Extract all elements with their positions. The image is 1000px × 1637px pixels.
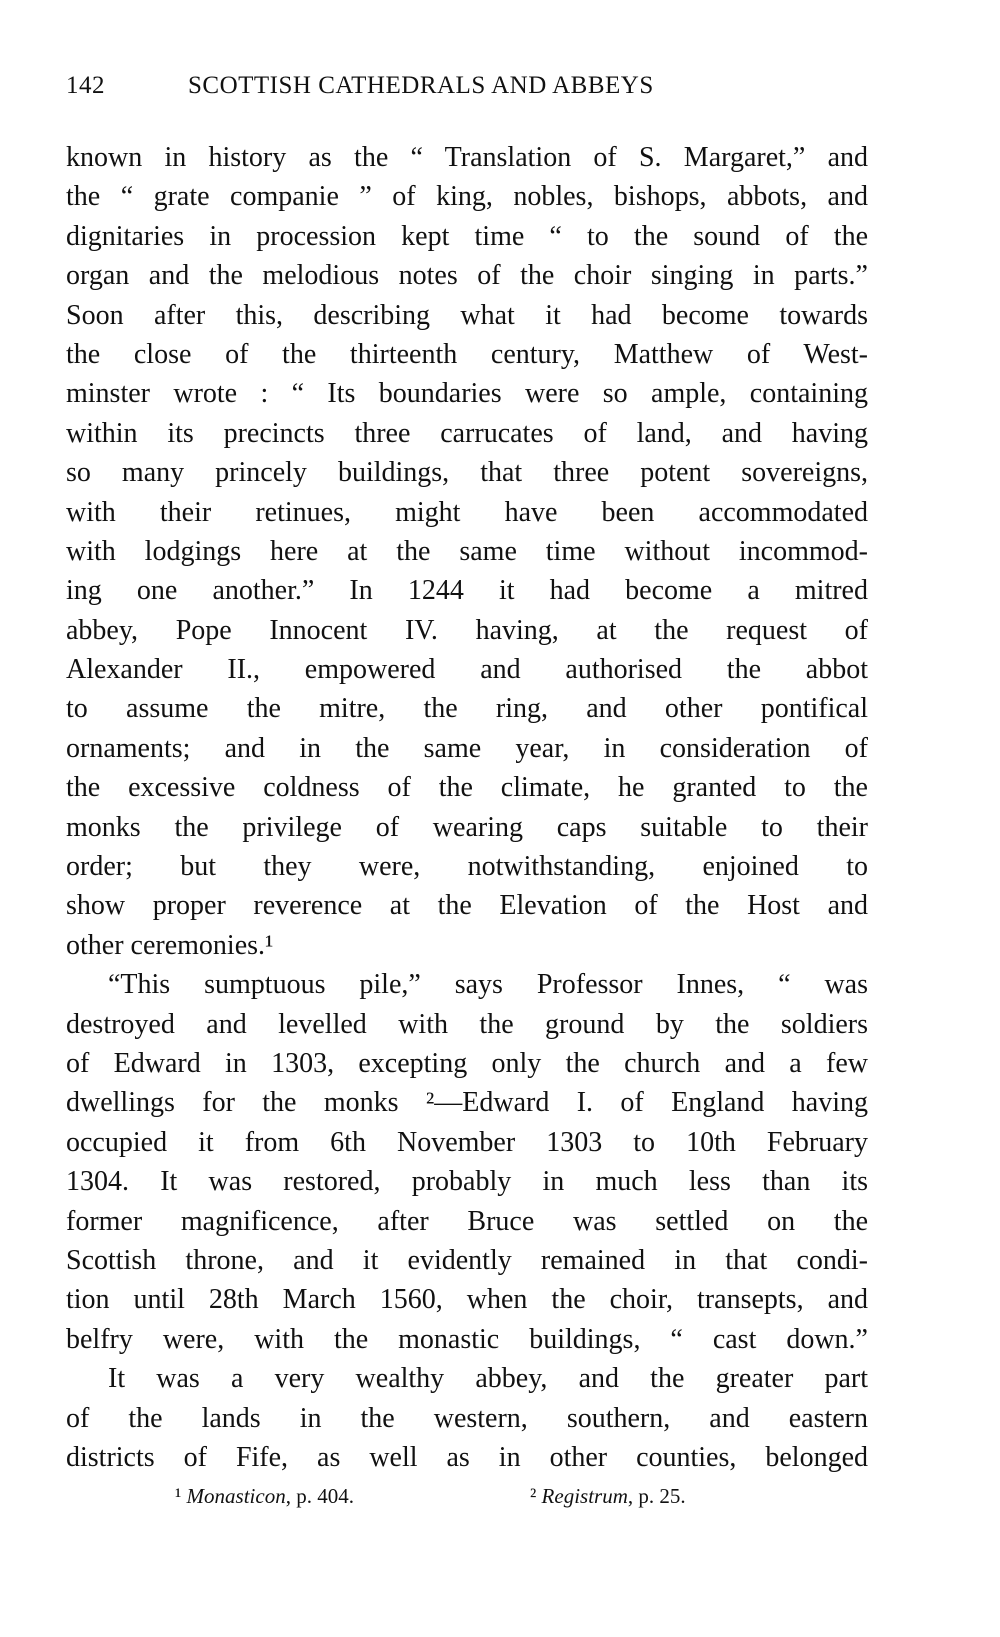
text-line: districts of Fife, as well as in other counties, belonged bbox=[66, 1441, 868, 1473]
text-line: other ceremonies.¹ bbox=[66, 929, 274, 961]
text-line: the “ grate companie ” of king, nobles, bishops, abbots, and bbox=[66, 181, 868, 213]
text-line: of the lands in the western, southern, and eastern bbox=[66, 1402, 868, 1434]
running-title: SCOTTISH CATHEDRALS AND ABBEYS bbox=[188, 72, 654, 99]
text-line: former magnificence, after Bruce was settled on the bbox=[66, 1205, 868, 1237]
footnote-ref: , p. 404. bbox=[285, 1484, 354, 1508]
text-line: Soon after this, describing what it had become towards bbox=[66, 299, 868, 331]
text-line: the close of the thirteenth century, Matthew of West- bbox=[66, 338, 868, 370]
text-line: destroyed and levelled with the ground by the soldiers bbox=[66, 1008, 868, 1040]
text-line: the excessive coldness of the climate, he granted to the bbox=[66, 772, 868, 804]
body-text bbox=[66, 138, 868, 1477]
text-line: Alexander II., empowered and authorised the abbot bbox=[66, 654, 868, 686]
text-line: belfry were, with the monastic buildings, “ cast down.” bbox=[66, 1323, 868, 1355]
text-line: organ and the melodious notes of the choir singing in parts.” bbox=[66, 260, 868, 292]
text-line: Scottish throne, and it evidently remained in that condi- bbox=[66, 1244, 868, 1276]
text-line: 1304. It was restored, probably in much less than its bbox=[66, 1166, 868, 1198]
text-line: with their retinues, might have been accommodated bbox=[66, 496, 868, 528]
text-line: of Edward in 1303, excepting only the church and a few bbox=[66, 1047, 868, 1079]
text-line: dwellings for the monks ²—Edward I. of England having bbox=[66, 1087, 868, 1119]
text-line: dignitaries in procession kept time “ to the sound of the bbox=[66, 220, 868, 252]
text-line: known in history as the “ Translation of S. Margaret,” and bbox=[66, 142, 868, 173]
text-line: monks the privilege of wearing caps suitable to their bbox=[66, 811, 868, 843]
text-line: show proper reverence at the Elevation of the Host and bbox=[66, 890, 868, 922]
text-line: so many princely buildings, that three potent sovereigns, bbox=[66, 457, 868, 489]
text-line: occupied it from 6th November 1303 to 10th February bbox=[66, 1126, 868, 1158]
text-line: with lodgings here at the same time without incommod- bbox=[66, 535, 868, 567]
text-line: to assume the mitre, the ring, and other pontifical bbox=[66, 693, 868, 725]
page-number: 142 bbox=[66, 72, 105, 99]
footnote-ref: , p. 25. bbox=[627, 1484, 686, 1508]
footnote-source: Monasticon bbox=[186, 1484, 286, 1508]
text-line: within its precincts three carrucates of land, and having bbox=[66, 417, 868, 449]
text-line: minster wrote : “ Its boundaries were so ample, containing bbox=[66, 378, 868, 410]
text-line: ing one another.” In 1244 it had become a mitred bbox=[66, 575, 868, 607]
text-line: It was a very wealthy abbey, and the greater part bbox=[108, 1363, 868, 1395]
text-line: abbey, Pope Innocent IV. having, at the request of bbox=[66, 614, 868, 646]
footnote-1 bbox=[175, 1484, 354, 1509]
footnote-mark: ² bbox=[530, 1484, 537, 1508]
footnote-mark: ¹ bbox=[175, 1484, 182, 1508]
footnote-source: Registrum bbox=[541, 1484, 628, 1508]
footnote-2 bbox=[530, 1484, 686, 1509]
text-line: order; but they were, notwithstanding, enjoined to bbox=[66, 851, 868, 883]
text-line: ornaments; and in the same year, in consideration of bbox=[66, 732, 868, 764]
text-line: “This sumptuous pile,” says Professor Innes, “ was bbox=[108, 969, 868, 1001]
text-line: tion until 28th March 1560, when the choir, transepts, and bbox=[66, 1284, 868, 1316]
